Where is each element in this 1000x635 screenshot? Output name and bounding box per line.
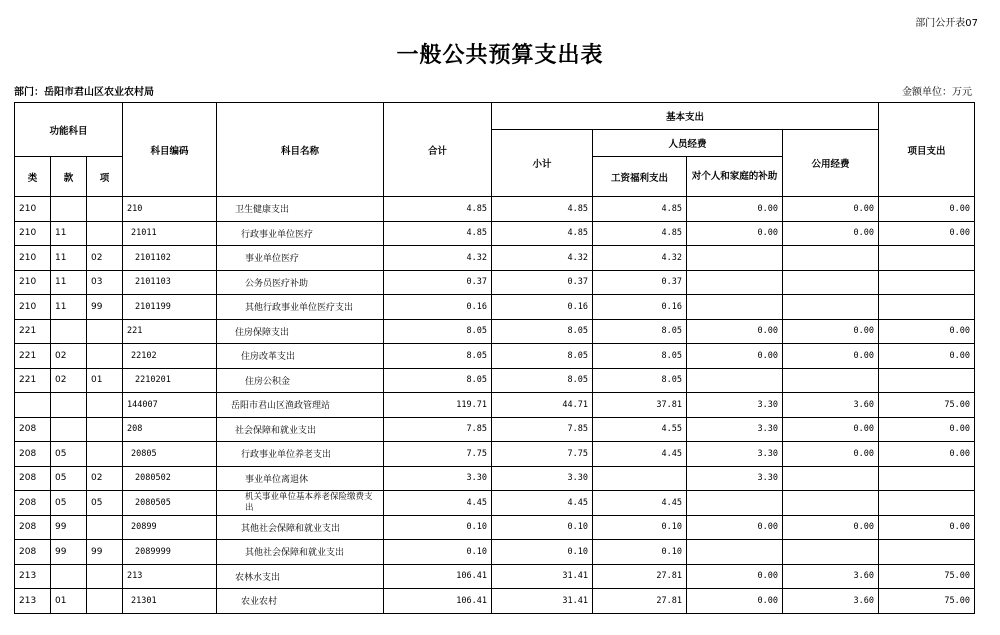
cell-code: 221 (123, 319, 217, 344)
table-row (15, 466, 975, 491)
cell-subtotal: 0.37 (492, 270, 593, 295)
table-row (15, 589, 975, 614)
department-label: 部门：岳阳市君山区农业农村局 (14, 87, 154, 98)
cell-public (783, 466, 879, 491)
cell-subsidy (687, 270, 783, 295)
cell-salary: 4.45 (593, 491, 687, 516)
cell-subtotal: 4.45 (492, 491, 593, 516)
cell-subtotal: 4.32 (492, 246, 593, 271)
cell-name: 公务员医疗补助 (217, 270, 384, 295)
cell-kuan (51, 564, 87, 589)
cell-salary: 0.10 (593, 515, 687, 540)
cell-subtotal: 8.05 (492, 344, 593, 369)
table-row (15, 515, 975, 540)
cell-code: 20805 (123, 442, 217, 467)
header-subtotal: 小计 (492, 130, 593, 197)
cell-name: 岳阳市君山区渔政管理站 (217, 393, 384, 418)
cell-total: 4.85 (384, 197, 492, 222)
cell-code: 2210201 (123, 368, 217, 393)
cell-kuan: 99 (51, 540, 87, 565)
cell-subsidy: 0.00 (687, 515, 783, 540)
table-row (15, 246, 975, 271)
cell-project: 0.00 (879, 417, 975, 442)
cell-total: 8.05 (384, 344, 492, 369)
cell-salary (593, 466, 687, 491)
cell-project: 0.00 (879, 344, 975, 369)
cell-salary: 8.05 (593, 319, 687, 344)
cell-public: 0.00 (783, 221, 879, 246)
cell-kuan (51, 417, 87, 442)
cell-project (879, 466, 975, 491)
cell-kuan (51, 393, 87, 418)
table-row (15, 442, 975, 467)
cell-lei: 208 (15, 515, 51, 540)
header-xiang: 项 (87, 157, 123, 197)
cell-name: 行政事业单位养老支出 (217, 442, 384, 467)
cell-lei (15, 393, 51, 418)
cell-subtotal: 8.05 (492, 368, 593, 393)
header-basic: 基本支出 (492, 103, 879, 130)
cell-subtotal: 0.10 (492, 515, 593, 540)
cell-subsidy (687, 246, 783, 271)
cell-subsidy: 0.00 (687, 564, 783, 589)
cell-xiang: 01 (87, 368, 123, 393)
cell-lei: 213 (15, 589, 51, 614)
cell-lei: 210 (15, 197, 51, 222)
cell-project (879, 368, 975, 393)
cell-name: 农林水支出 (217, 564, 384, 589)
cell-subsidy: 3.30 (687, 466, 783, 491)
cell-xiang: 02 (87, 246, 123, 271)
cell-total: 3.30 (384, 466, 492, 491)
cell-project: 75.00 (879, 589, 975, 614)
cell-total: 8.05 (384, 368, 492, 393)
cell-subsidy: 0.00 (687, 344, 783, 369)
cell-project (879, 270, 975, 295)
cell-kuan: 11 (51, 295, 87, 320)
cell-code: 213 (123, 564, 217, 589)
cell-total: 4.45 (384, 491, 492, 516)
cell-lei: 208 (15, 417, 51, 442)
cell-kuan (51, 319, 87, 344)
cell-total: 8.05 (384, 319, 492, 344)
cell-subtotal: 31.41 (492, 589, 593, 614)
cell-code: 2080505 (123, 491, 217, 516)
cell-public (783, 540, 879, 565)
cell-name: 事业单位离退休 (217, 466, 384, 491)
amount-unit-label: 金额单位：万元 (902, 87, 972, 98)
cell-lei: 210 (15, 295, 51, 320)
cell-public: 0.00 (783, 197, 879, 222)
cell-code: 2101102 (123, 246, 217, 271)
cell-code: 208 (123, 417, 217, 442)
table-row (15, 491, 975, 516)
cell-salary: 27.81 (593, 564, 687, 589)
cell-kuan: 02 (51, 368, 87, 393)
cell-name: 卫生健康支出 (217, 197, 384, 222)
table-row (15, 319, 975, 344)
cell-subtotal: 7.75 (492, 442, 593, 467)
cell-project: 75.00 (879, 564, 975, 589)
cell-total: 4.85 (384, 221, 492, 246)
cell-project: 75.00 (879, 393, 975, 418)
cell-subsidy: 3.30 (687, 417, 783, 442)
cell-salary: 4.32 (593, 246, 687, 271)
cell-subtotal: 0.16 (492, 295, 593, 320)
cell-code: 2101199 (123, 295, 217, 320)
cell-xiang (87, 319, 123, 344)
cell-subtotal: 8.05 (492, 319, 593, 344)
table-row (15, 344, 975, 369)
cell-xiang: 05 (87, 491, 123, 516)
cell-salary: 4.85 (593, 221, 687, 246)
cell-name: 社会保障和就业支出 (217, 417, 384, 442)
cell-xiang: 02 (87, 466, 123, 491)
table-number: 部门公开表07 (915, 18, 978, 29)
cell-kuan: 05 (51, 466, 87, 491)
cell-salary: 4.45 (593, 442, 687, 467)
cell-public: 3.60 (783, 564, 879, 589)
cell-code: 2101103 (123, 270, 217, 295)
cell-public: 3.60 (783, 393, 879, 418)
cell-xiang: 03 (87, 270, 123, 295)
cell-name: 其他社会保障和就业支出 (217, 540, 384, 565)
header-public: 公用经费 (783, 130, 879, 197)
cell-public (783, 270, 879, 295)
table-row (15, 393, 975, 418)
cell-public (783, 295, 879, 320)
cell-kuan (51, 197, 87, 222)
cell-subsidy: 0.00 (687, 197, 783, 222)
cell-total: 4.32 (384, 246, 492, 271)
table-row (15, 221, 975, 246)
cell-subsidy: 3.30 (687, 393, 783, 418)
table-row (15, 270, 975, 295)
cell-lei: 210 (15, 221, 51, 246)
cell-project: 0.00 (879, 442, 975, 467)
cell-salary: 37.81 (593, 393, 687, 418)
cell-public (783, 246, 879, 271)
cell-xiang: 99 (87, 295, 123, 320)
cell-total: 106.41 (384, 564, 492, 589)
cell-lei: 208 (15, 466, 51, 491)
cell-subsidy (687, 491, 783, 516)
cell-code: 21011 (123, 221, 217, 246)
cell-lei: 221 (15, 319, 51, 344)
cell-subsidy (687, 540, 783, 565)
cell-salary: 8.05 (593, 344, 687, 369)
cell-code: 2089999 (123, 540, 217, 565)
cell-public: 0.00 (783, 344, 879, 369)
cell-xiang: 99 (87, 540, 123, 565)
cell-project (879, 295, 975, 320)
cell-lei: 213 (15, 564, 51, 589)
cell-xiang (87, 515, 123, 540)
table-body (15, 197, 975, 614)
cell-subsidy: 3.30 (687, 442, 783, 467)
cell-xiang (87, 589, 123, 614)
table-row (15, 368, 975, 393)
cell-name: 其他社会保障和就业支出 (217, 515, 384, 540)
cell-name: 住房改革支出 (217, 344, 384, 369)
cell-public (783, 368, 879, 393)
table-row (15, 197, 975, 222)
cell-lei: 208 (15, 540, 51, 565)
cell-kuan: 05 (51, 442, 87, 467)
cell-kuan: 02 (51, 344, 87, 369)
cell-subsidy: 0.00 (687, 221, 783, 246)
cell-salary: 4.55 (593, 417, 687, 442)
cell-code: 22102 (123, 344, 217, 369)
cell-xiang (87, 221, 123, 246)
cell-kuan: 11 (51, 221, 87, 246)
cell-subsidy: 0.00 (687, 589, 783, 614)
header-func-subject: 功能科目 (15, 103, 123, 157)
cell-code: 210 (123, 197, 217, 222)
cell-subtotal: 4.85 (492, 221, 593, 246)
cell-name: 住房保障支出 (217, 319, 384, 344)
cell-total: 0.37 (384, 270, 492, 295)
cell-subtotal: 31.41 (492, 564, 593, 589)
table-row (15, 564, 975, 589)
cell-kuan: 05 (51, 491, 87, 516)
cell-name: 行政事业单位医疗 (217, 221, 384, 246)
cell-project: 0.00 (879, 515, 975, 540)
cell-public: 0.00 (783, 515, 879, 540)
cell-name: 农业农村 (217, 589, 384, 614)
cell-total: 0.10 (384, 515, 492, 540)
cell-subtotal: 0.10 (492, 540, 593, 565)
cell-total: 119.71 (384, 393, 492, 418)
cell-lei: 210 (15, 246, 51, 271)
cell-salary: 0.16 (593, 295, 687, 320)
header-name: 科目名称 (217, 103, 384, 197)
cell-lei: 221 (15, 368, 51, 393)
cell-project: 0.00 (879, 197, 975, 222)
header-personnel: 人员经费 (593, 130, 783, 157)
cell-public: 0.00 (783, 417, 879, 442)
cell-code: 144007 (123, 393, 217, 418)
cell-kuan: 01 (51, 589, 87, 614)
cell-project: 0.00 (879, 319, 975, 344)
header-project: 项目支出 (879, 103, 975, 197)
header-kuan: 款 (51, 157, 87, 197)
cell-public: 0.00 (783, 442, 879, 467)
cell-subsidy: 0.00 (687, 319, 783, 344)
cell-subsidy (687, 368, 783, 393)
cell-name: 机关事业单位基本养老保险缴费支出 (217, 491, 384, 516)
cell-subtotal: 3.30 (492, 466, 593, 491)
cell-kuan: 99 (51, 515, 87, 540)
cell-code: 20899 (123, 515, 217, 540)
header-code: 科目编码 (123, 103, 217, 197)
cell-salary: 27.81 (593, 589, 687, 614)
cell-xiang (87, 417, 123, 442)
table-row (15, 295, 975, 320)
cell-lei: 208 (15, 442, 51, 467)
cell-total: 106.41 (384, 589, 492, 614)
cell-name: 其他行政事业单位医疗支出 (217, 295, 384, 320)
cell-total: 7.85 (384, 417, 492, 442)
table-row (15, 417, 975, 442)
cell-salary: 0.37 (593, 270, 687, 295)
header-salary: 工资福利支出 (593, 157, 687, 197)
cell-salary: 8.05 (593, 368, 687, 393)
header-lei: 类 (15, 157, 51, 197)
cell-xiang (87, 564, 123, 589)
table-row (15, 540, 975, 565)
cell-xiang (87, 344, 123, 369)
cell-xiang (87, 393, 123, 418)
cell-kuan: 11 (51, 270, 87, 295)
cell-salary: 0.10 (593, 540, 687, 565)
cell-total: 0.10 (384, 540, 492, 565)
cell-lei: 208 (15, 491, 51, 516)
cell-xiang (87, 442, 123, 467)
cell-project (879, 540, 975, 565)
page-title: 一般公共预算支出表 (396, 42, 604, 68)
cell-lei: 210 (15, 270, 51, 295)
cell-subtotal: 44.71 (492, 393, 593, 418)
cell-subtotal: 7.85 (492, 417, 593, 442)
cell-project: 0.00 (879, 221, 975, 246)
cell-subtotal: 4.85 (492, 197, 593, 222)
header-subsidy: 对个人和家庭的补助 (687, 157, 783, 197)
cell-name: 事业单位医疗 (217, 246, 384, 271)
cell-project (879, 491, 975, 516)
cell-project (879, 246, 975, 271)
cell-code: 2080502 (123, 466, 217, 491)
cell-salary: 4.85 (593, 197, 687, 222)
expenditure-table (14, 102, 975, 614)
cell-lei: 221 (15, 344, 51, 369)
cell-subsidy (687, 295, 783, 320)
cell-xiang (87, 197, 123, 222)
cell-code: 21301 (123, 589, 217, 614)
cell-name: 住房公积金 (217, 368, 384, 393)
cell-total: 0.16 (384, 295, 492, 320)
cell-public (783, 491, 879, 516)
cell-public: 3.60 (783, 589, 879, 614)
cell-kuan: 11 (51, 246, 87, 271)
cell-public: 0.00 (783, 319, 879, 344)
header-total: 合计 (384, 103, 492, 197)
cell-total: 7.75 (384, 442, 492, 467)
